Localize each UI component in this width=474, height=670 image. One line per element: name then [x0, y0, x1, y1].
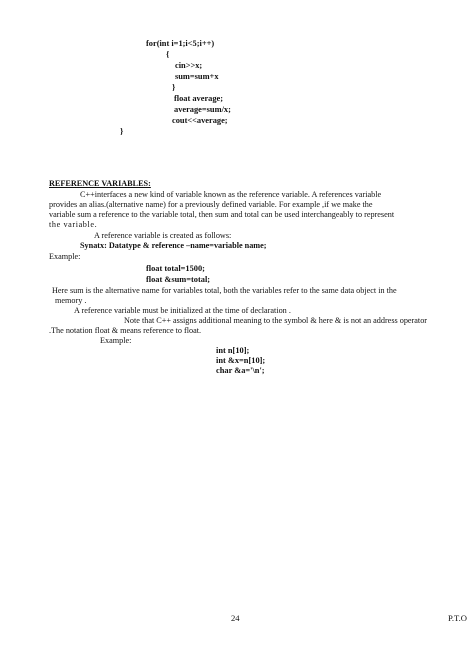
code-line: float &sum=total;: [146, 275, 211, 284]
example-label: Example:: [49, 252, 81, 261]
code-line: }: [172, 83, 176, 92]
paragraph-line: .The notation float & means reference to float.: [49, 326, 202, 335]
section-heading: REFERENCE VARIABLES:: [49, 179, 151, 188]
paragraph-line: C++interfaces a new kind of variable known as the reference variable. A references variable: [80, 190, 382, 199]
code-line: float average;: [174, 94, 224, 103]
paragraph-line: the variable.: [49, 220, 98, 229]
paragraph-line: Here sum is the alternative name for variables total, both the variables refer to the same data object in the: [52, 286, 397, 295]
paragraph-line: A reference variable must be initialized at the time of declaration .: [74, 306, 291, 315]
code-line: for(int i=1;i<5;i++): [146, 39, 215, 48]
paragraph-line: variable sum a reference to the variable total, then sum and total can be used interchangeably to represent: [49, 210, 395, 219]
code-line: int n[10];: [216, 346, 250, 355]
paragraph-line: memory .: [55, 296, 87, 305]
code-line: cout<<average;: [172, 116, 228, 125]
code-line: sum=sum+x: [175, 72, 219, 81]
code-line: average=sum/x;: [174, 105, 231, 114]
code-line: int &x=n[10];: [216, 356, 266, 365]
code-line: float total=1500;: [146, 264, 205, 273]
code-line: {: [166, 50, 170, 59]
paragraph-line: A reference variable is created as follows:: [94, 231, 232, 240]
example-label: Example:: [100, 336, 132, 345]
paragraph-line: provides an alias.(alternative name) for a previously defined variable. For example ,if we make the: [49, 200, 373, 209]
code-line: }: [120, 127, 124, 136]
code-line: char &a='\n';: [216, 366, 265, 375]
code-line: cin>>x;: [175, 61, 203, 70]
page-number: 24: [231, 613, 240, 623]
pto-mark: P.T.O: [448, 613, 467, 623]
syntax-line: Synatx: Datatype & reference –name=variable name;: [80, 241, 267, 250]
paragraph-line: Note that C++ assigns additional meaning to the symbol & here & is not an address operator: [124, 316, 428, 325]
